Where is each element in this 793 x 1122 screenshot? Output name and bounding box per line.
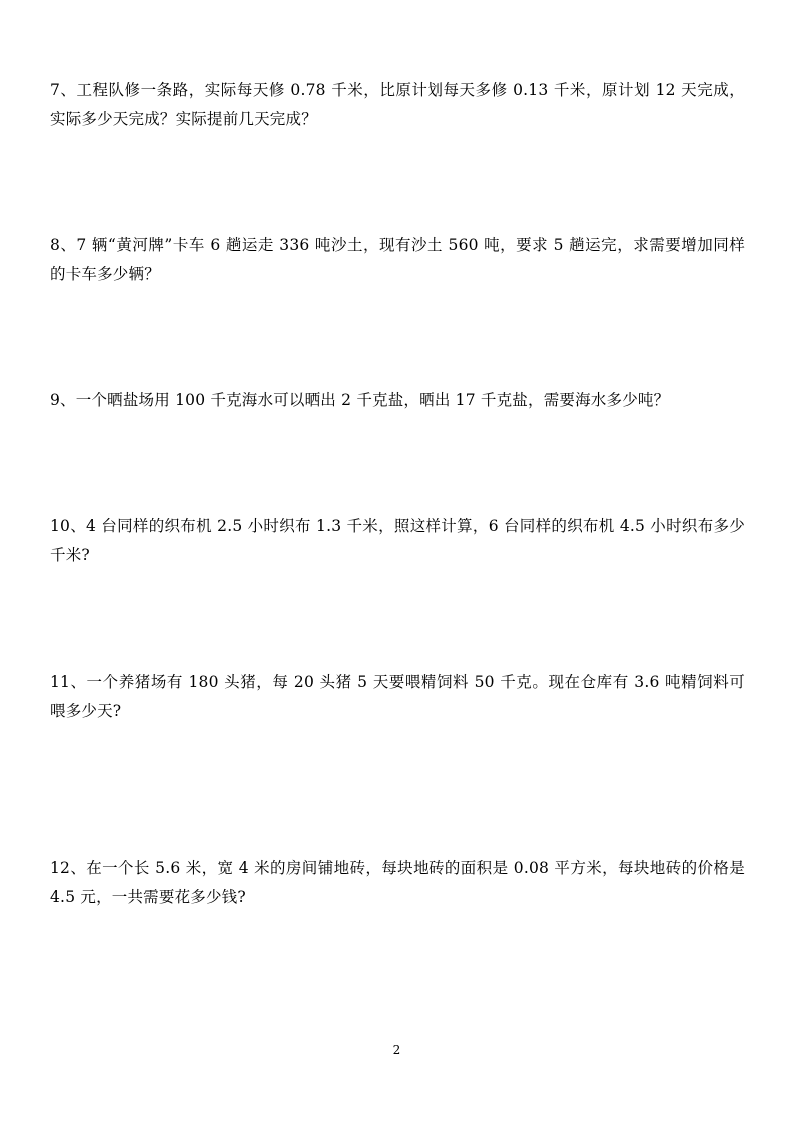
- problem-10: 10、4 台同样的织布机 2.5 小时织布 1.3 千米，照这样计算，6 台同样的织布机 4.5 小时织布多少千米?: [50, 517, 745, 564]
- problem-7: 7、工程队修一条路，实际每天修 0.78 千米，比原计划每天多修 0.13 千米，原计划 12 天完成，实际多少天完成？实际提前几天完成？: [50, 81, 745, 128]
- problem-8: 8、7 辆“黄河牌”卡车 6 趟运走 336 吨沙土，现有沙土 560 吨，要求 5 趟运完，求需要增加同样的卡车多少辆？: [50, 236, 745, 283]
- problem-9: 9、一个晒盐场用 100 千克海水可以晒出 2 千克盐，晒出 17 千克盐，需要海水多少吨？: [50, 391, 670, 409]
- page-number: 2: [392, 1043, 401, 1057]
- problem-11: 11、一个养猪场有 180 头猪，每 20 头猪 5 天要喂精饲料 50 千克。现在仓库有 3.6 吨精饲料可喂多少天?: [50, 673, 745, 720]
- problem-12: 12、在一个长 5.6 米，宽 4 米的房间铺地砖，每块地砖的面积是 0.08 平方米，每块地砖的价格是 4.5 元，一共需要花多少钱?: [50, 859, 745, 906]
